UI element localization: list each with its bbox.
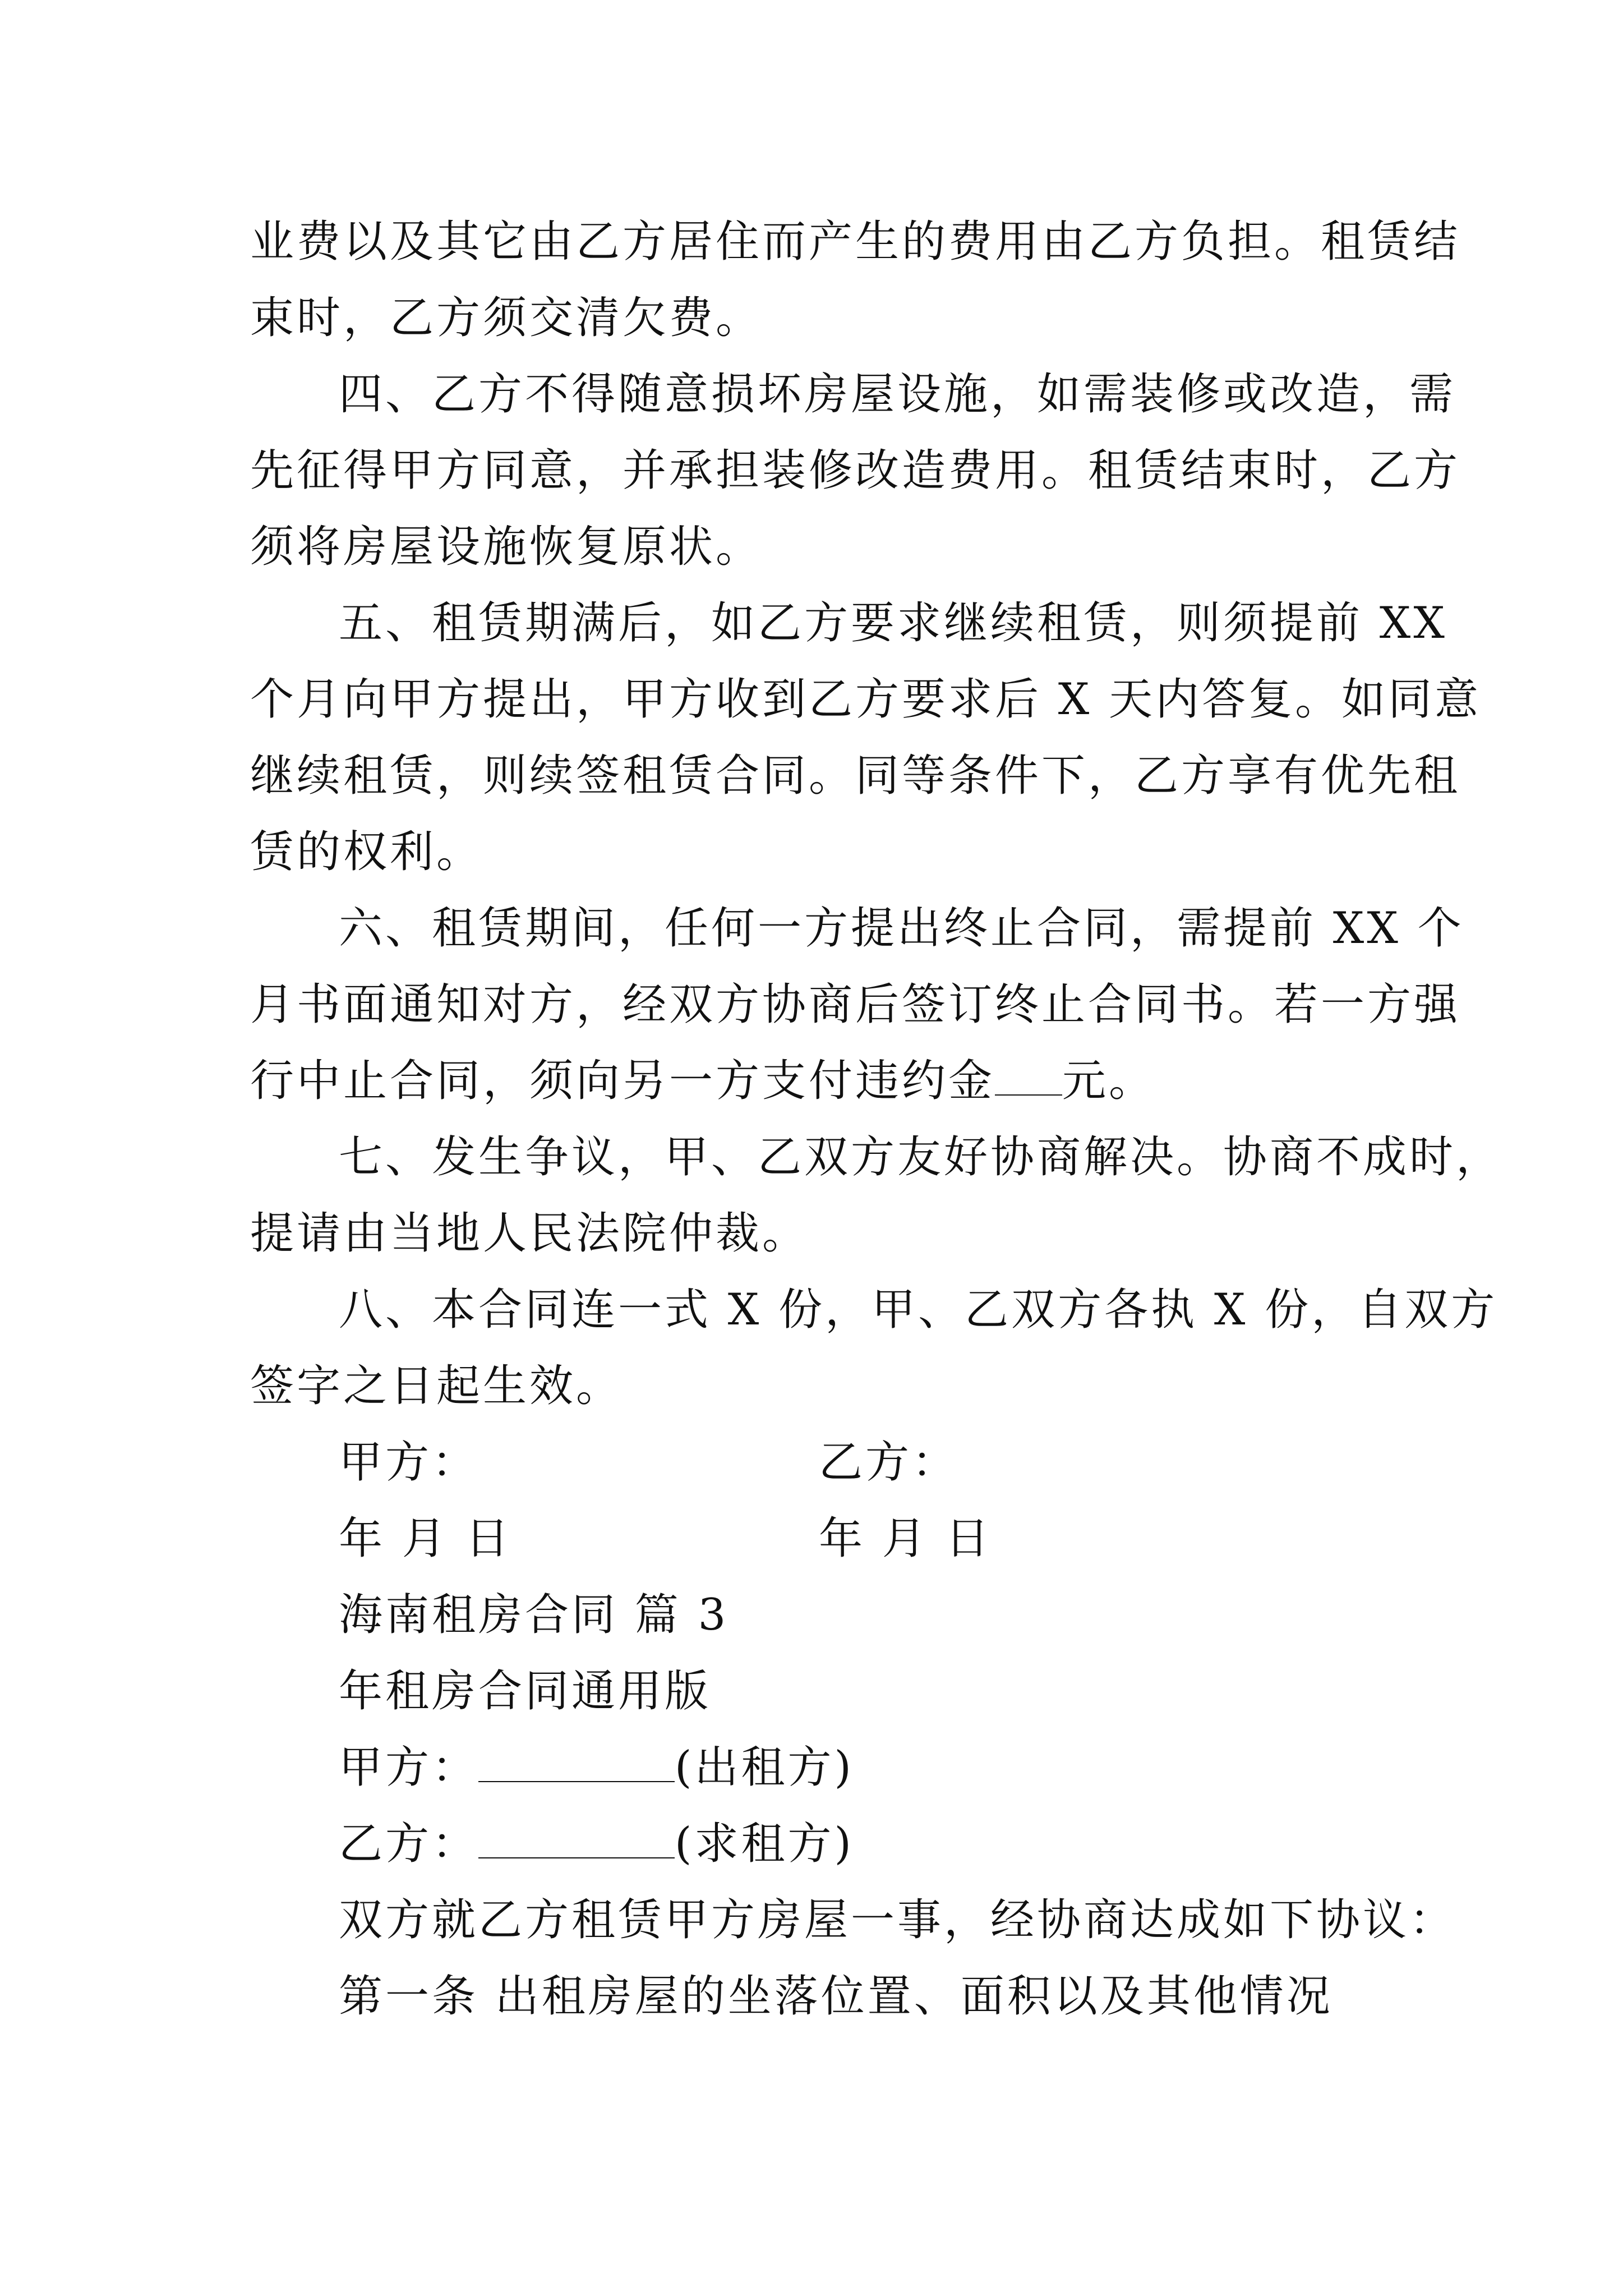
paragraph-line: 继续租赁，则续签租赁合同。同等条件下，乙方享有优先租	[250, 751, 1461, 801]
paragraph-line: 业费以及其它由乙方居住而产生的费用由乙方负担。租赁结	[250, 217, 1461, 267]
paragraph-line: 月书面通知对方，经双方协商后签订终止合同书。若一方强	[250, 979, 1461, 1030]
paragraph-line: 须将房屋设施恢复原状。	[250, 522, 763, 572]
section-heading: 海南租房合同 篇 3	[339, 1590, 729, 1640]
party-a-signature-label: 甲方：	[339, 1437, 479, 1488]
paragraph-line: 签字之日起生效。	[250, 1361, 623, 1411]
penalty-text: 行中止合同，须向另一方支付违约金	[250, 1056, 995, 1106]
party-b-date: 年 月 日	[819, 1513, 992, 1564]
agreement-intro: 双方就乙方租赁甲方房屋一事，经协商达成如下协议：	[339, 1895, 1456, 1945]
signature-row	[339, 1424, 478, 1501]
lessee-label: 乙方：	[339, 1819, 479, 1869]
paragraph-line: 束时，乙方须交清欠费。	[250, 293, 763, 343]
penalty-amount-blank[interactable]	[995, 1060, 1062, 1096]
lessor-suffix: (出租方)	[675, 1742, 854, 1793]
lessee-suffix: (求租方)	[675, 1819, 854, 1869]
clause-six: 六、租赁期间，任何一方提出终止合同，需提前 XX 个	[339, 903, 1464, 954]
article-one-heading: 第一条 出租房屋的坐落位置、面积以及其他情况	[339, 1971, 1333, 2022]
lessor-name-blank[interactable]	[478, 1746, 675, 1782]
paragraph-line: 赁的权利。	[250, 827, 483, 877]
party-b-signature-label: 乙方：	[819, 1437, 959, 1488]
lessor-label: 甲方：	[339, 1742, 479, 1793]
paragraph-line: 提请由当地人民法院仲裁。	[250, 1208, 809, 1259]
lessee-row	[339, 1806, 854, 1882]
paragraph-line: 先征得甲方同意，并承担装修改造费用。租赁结束时，乙方	[250, 445, 1461, 496]
clause-seven: 七、发生争议，甲、乙双方友好协商解决。协商不成时，	[339, 1132, 1503, 1182]
lessee-name-blank[interactable]	[478, 1823, 675, 1858]
paragraph-line: 个月向甲方提出，甲方收到乙方要求后 X 天内答复。如同意	[250, 674, 1482, 725]
clause-eight: 八、本合同连一式 X 份，甲、乙双方各执 X 份，自双方	[339, 1285, 1498, 1335]
party-a-date: 年 月 日	[339, 1513, 512, 1564]
clause-four: 四、乙方不得随意损坏房屋设施，如需装修或改造，需	[339, 369, 1456, 420]
clause-five: 五、租赁期满后，如乙方要求继续租赁，则须提前 XX	[339, 598, 1447, 648]
penalty-unit: 元。	[1062, 1056, 1156, 1106]
section-subtitle: 年租房合同通用版	[339, 1666, 712, 1717]
paragraph-line	[250, 1043, 1155, 1119]
lessor-row	[339, 1729, 854, 1806]
